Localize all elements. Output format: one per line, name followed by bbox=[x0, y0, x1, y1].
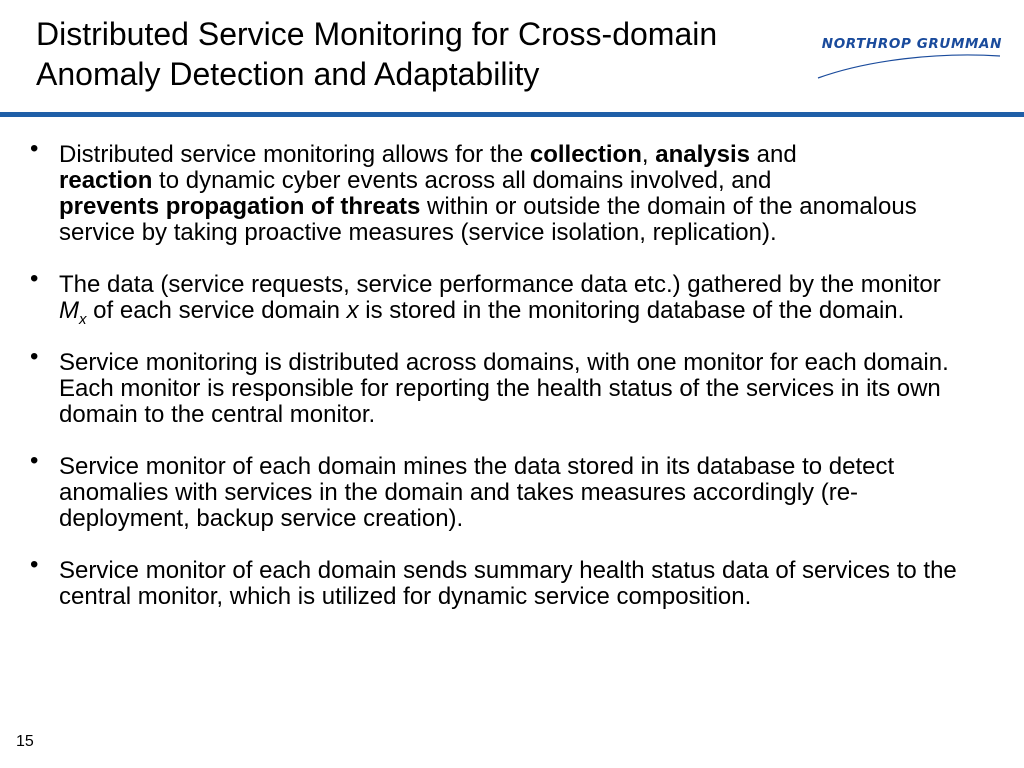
slide-title-line-2: Anomaly Detection and Adaptability bbox=[36, 56, 540, 92]
bullet-5-text: Service monitor of each domain sends summary health status data of services to the central monitor, which is utilized for dynamic service composition. bbox=[59, 557, 957, 610]
bullet-2-text-2: of each service domain bbox=[86, 297, 347, 324]
bullet-item-4 bbox=[30, 447, 970, 532]
page-number: 15 bbox=[16, 733, 34, 750]
bullet-1-text-4: to dynamic cyber events across all domains involved, and bbox=[152, 167, 772, 194]
bullet-item-3 bbox=[30, 343, 970, 428]
bullet-dot-icon: • bbox=[30, 447, 39, 474]
bullet-2-text-3: is stored in the monitoring database of the domain. bbox=[358, 297, 905, 324]
bullet-1-text-2: , bbox=[641, 141, 656, 168]
northrop-grumman-logo bbox=[798, 34, 1002, 82]
bullet-1-bold-collection: collection bbox=[529, 141, 642, 168]
bullet-1-text-1: Distributed service monitoring allows for the bbox=[59, 141, 530, 168]
domain-variable: x bbox=[346, 297, 359, 324]
bullet-2-text-1: The data (service requests, service performance data etc.) gathered by the monitor bbox=[59, 271, 941, 298]
title-divider-rule bbox=[0, 112, 1024, 117]
bullet-1-bold-prevents: prevents propagation of threats bbox=[59, 193, 421, 220]
bullet-4-text: Service monitor of each domain mines the data stored in its database to detect anomalies with services in the domain and takes measures accordingly (re-deployment, backup service creation). bbox=[59, 453, 895, 532]
monitor-subscript: x bbox=[79, 311, 87, 328]
monitor-symbol: M bbox=[59, 297, 79, 324]
bullet-1-bold-reaction: reaction bbox=[59, 167, 153, 194]
bullet-item-2 bbox=[30, 265, 970, 328]
bullet-dot-icon: • bbox=[30, 551, 39, 578]
bullet-3-text: Service monitoring is distributed across domains, with one monitor for each domain. Each monitor is responsible for reporting the health status of the services in its own domain to the central monitor. bbox=[59, 349, 949, 428]
bullet-dot-icon: • bbox=[30, 135, 39, 162]
bullet-1-text-5: within or outside the domain of the anomalous service by taking proactive measures (service isolation, replication). bbox=[59, 193, 917, 246]
bullet-dot-icon: • bbox=[30, 265, 39, 292]
bullet-1-text-3: and bbox=[749, 141, 797, 168]
bullet-list bbox=[30, 135, 970, 636]
slide-title-line-1: Distributed Service Monitoring for Cross-domain bbox=[36, 16, 718, 52]
bullet-item-5 bbox=[30, 551, 970, 610]
logo-wordmark: NORTHROP GRUMMAN bbox=[821, 36, 1002, 52]
bullet-dot-icon: • bbox=[30, 343, 39, 370]
bullet-1-bold-analysis: analysis bbox=[655, 141, 750, 168]
bullet-item-1 bbox=[30, 135, 970, 246]
slide-title bbox=[36, 14, 796, 94]
